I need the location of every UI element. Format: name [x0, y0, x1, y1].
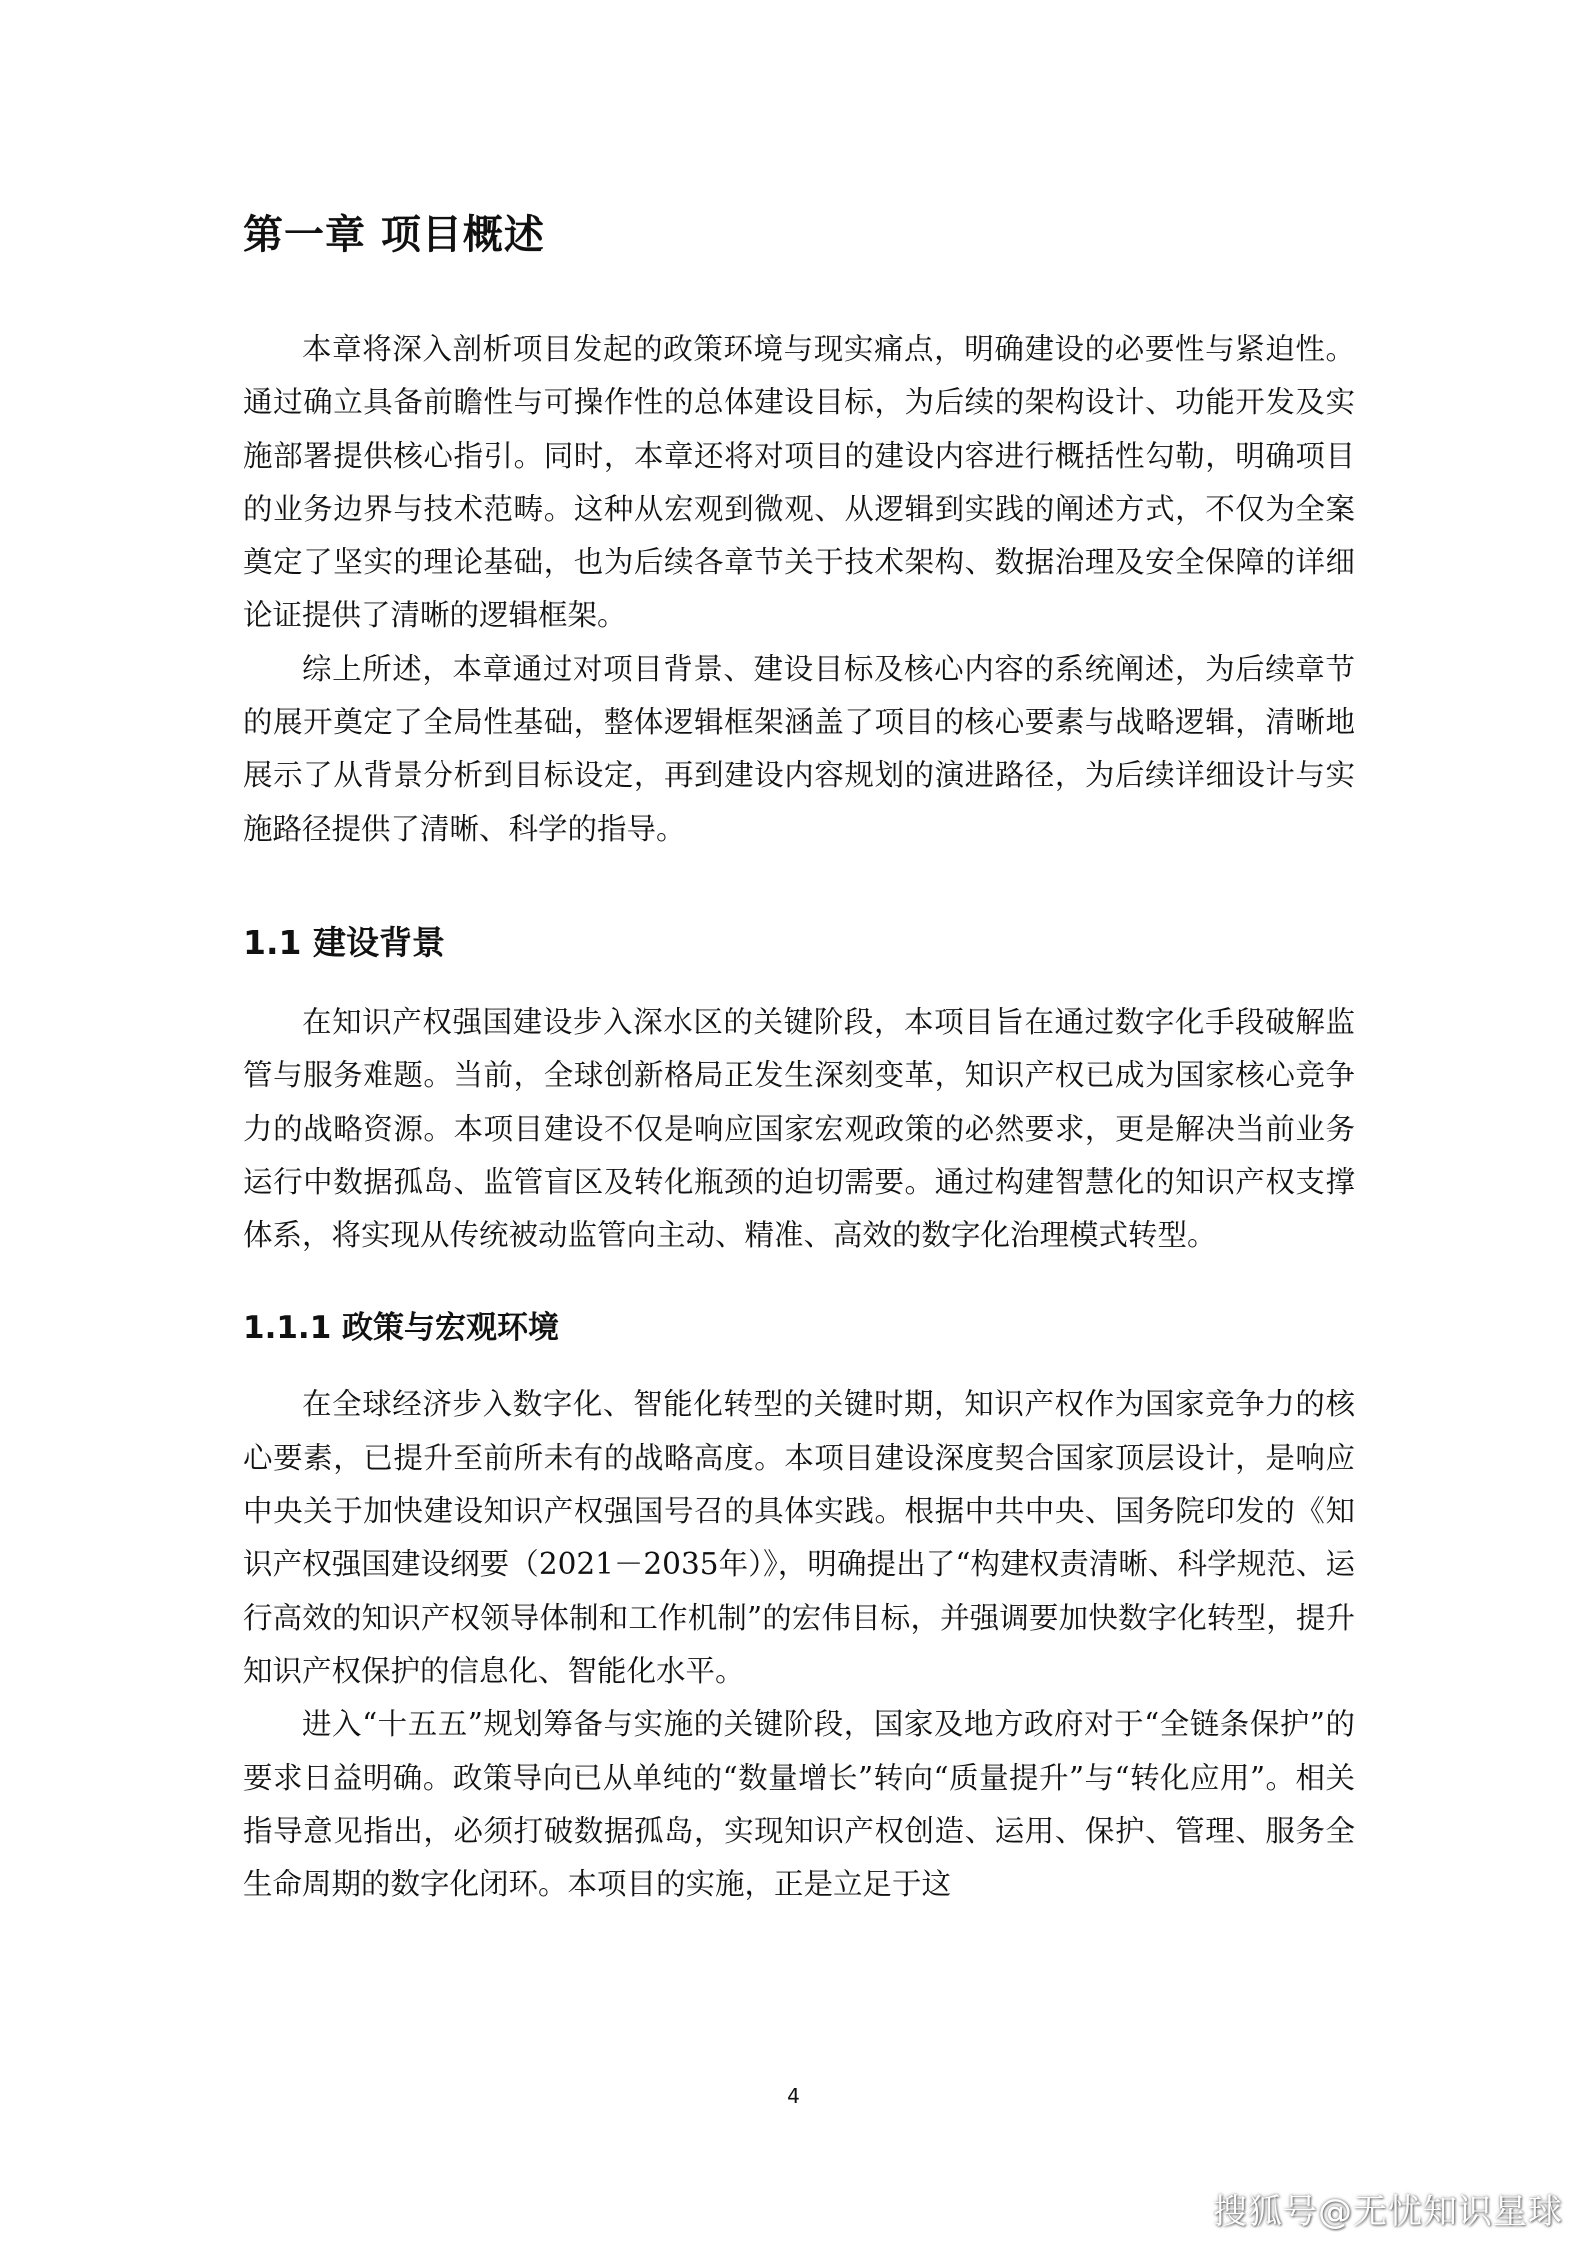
- page-content: [243, 205, 1355, 1911]
- section-1-1-paragraph-1: 在知识产权强国建设步入深水区的关键阶段，本项目旨在通过数字化手段破解监管与服务难题。当前，全球创新格局正发生深刻变革，知识产权已成为国家核心竞争力的战略资源。本项目建设不仅是响应国家宏观政策的必然要求，更是解决当前业务运行中数据孤岛、监管盲区及转化瓶颈的迫切需要。通过构建智慧化的知识产权支撑体系，将实现从传统被动监管向主动、精准、高效的数字化治理模式转型。: [243, 1004, 1355, 1253]
- page-number: 4: [787, 2084, 800, 2108]
- intro-paragraph-2: 综上所述，本章通过对项目背景、建设目标及核心内容的系统阐述，为后续章节的展开奠定了全局性基础，整体逻辑框架涵盖了项目的核心要素与战略逻辑，清晰地展示了从背景分析到目标设定，再到建设内容规划的演进路径，为后续详细设计与实施路径提供了清晰、科学的指导。: [243, 651, 1355, 846]
- section-heading-1-1-1: 1.1.1 政策与宏观环境: [243, 1310, 560, 1347]
- watermark: 搜狐号@无忧知识星球: [1213, 2192, 1563, 2232]
- chapter-title: 第一章 项目概述: [243, 212, 545, 258]
- section-heading-1-1: 1.1 建设背景: [243, 922, 445, 962]
- section-1-1-1-paragraph-2: 进入“十五五”规划筹备与实施的关键阶段，国家及地方政府对于“全链条保护”的要求日益明确。政策导向已从单纯的“数量增长”转向“质量提升”与“转化应用”。相关指导意见指出，必须打破数据孤岛，实现知识产权创造、运用、保护、管理、服务全生命周期的数字化闭环。本项目的实施，正是立足于这: [243, 1707, 1355, 1902]
- intro-paragraph-1: 本章将深入剖析项目发起的政策环境与现实痛点，明确建设的必要性与紧迫性。通过确立具备前瞻性与可操作性的总体建设目标，为后续的架构设计、功能开发及实施部署提供核心指引。同时，本章还将对项目的建设内容进行概括性勾勒，明确项目的业务边界与技术范畴。这种从宏观到微观、从逻辑到实践的阐述方式，不仅为全案奠定了坚实的理论基础，也为后续各章节关于技术架构、数据治理及安全保障的详细论证提供了清晰的逻辑框架。: [243, 332, 1355, 633]
- section-1-1-1-paragraph-1: 在全球经济步入数字化、智能化转型的关键时期，知识产权作为国家竞争力的核心要素，已提升至前所未有的战略高度。本项目建设深度契合国家顶层设计，是响应中央关于加快建设知识产权强国号召的具体实践。根据中共中央、国务院印发的《知识产权强国建设纲要（2021－2035年）》，明确提出了“构建权责清晰、科学规范、运行高效的知识产权领导体制和工作机制”的宏伟目标，并强调要加快数字化转型，提升知识产权保护的信息化、智能化水平。: [243, 1387, 1355, 1688]
